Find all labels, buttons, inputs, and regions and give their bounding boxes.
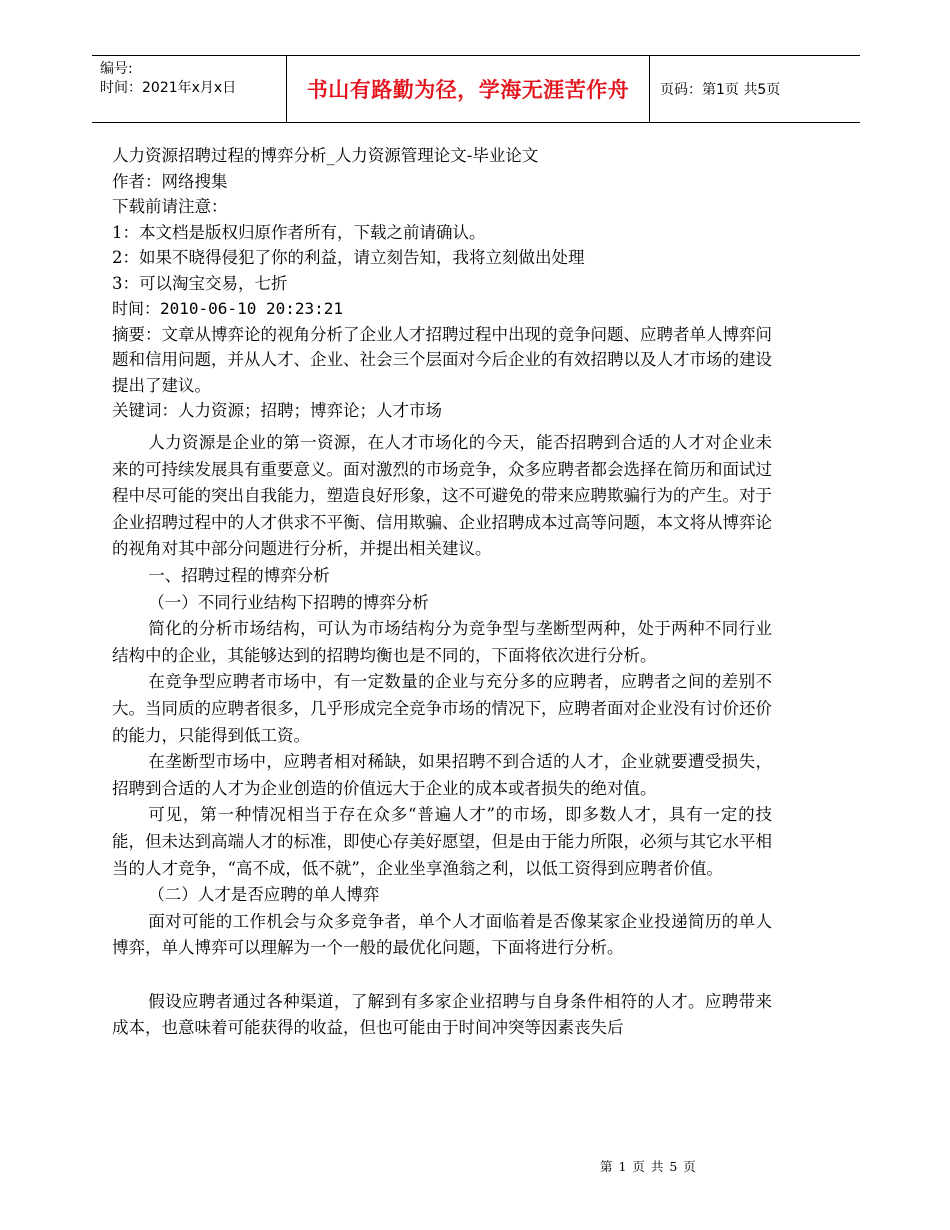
body-paragraph: 面对可能的工作机会与众多竞争者，单个人才面临着是否像某家企业投递简历的单人博弈，单人博弈可以理解为一个一般的最优化问题，下面将进行分析。	[112, 911, 772, 958]
subsection-heading-1: （一）不同行业结构下招聘的博弈分析	[148, 592, 429, 612]
header-motto-cell	[286, 56, 650, 122]
body-paragraph: 可见，第一种情况相当于存在众多“普遍人才”的市场，即多数人才，具有一定的技能，但未达到高端人才的标准，即使心存美好愿望，但是由于能力所限，必须与其它水平相当的人才竞争，“高不成，低不就”，企业坐享渔翁之利，以低工资得到应聘者价值。	[112, 805, 772, 878]
paragraph-gap	[112, 962, 772, 989]
document-number-label: 编号:	[100, 61, 133, 77]
abstract: 摘要：文章从博弈论的视角分析了企业人才招聘过程中出现的竞争问题、应聘者单人博弈问题和信用问题，并从人才、企业、社会三个层面对今后企业的有效招聘以及人才市场的建设提出了建议。	[112, 324, 772, 395]
download-notice-1: 1：本文档是版权归原作者所有，下载之前请确认。	[112, 222, 486, 242]
download-notice-heading: 下载前请注意：	[112, 197, 228, 216]
body-paragraph: 在垄断型市场中，应聘者相对稀缺，如果招聘不到合适的人才，企业就要遭受损失，招聘到合适的人才为企业创造的价值远大于企业的成本或者损失的绝对值。	[112, 752, 772, 798]
section-heading-1: 一、招聘过程的博弈分析	[148, 565, 330, 585]
header-page-info: 页码：第1页 共5页	[660, 82, 781, 98]
download-notice-3: 3：可以淘宝交易，七折	[112, 273, 288, 293]
intro-paragraph: 人力资源是企业的第一资源，在人才市场化的今天，能否招聘到合适的人才对企业未来的可持续发展具有重要意义。面对激烈的市场竞争，众多应聘者都会选择在简历和面试过程中尽可能的突出自我能力，塑造良好形象，这不可避免的带来应聘欺骗行为的产生。对于企业招聘过程中的人才供求不平衡、信用欺骗、企业招聘成本过高等问题，本文将从博弈论的视角对其中部分问题进行分析，并提出相关建议。	[112, 433, 772, 559]
header-page-cell	[650, 56, 860, 122]
document-title: 人力资源招聘过程的博弈分析_人力资源管理论文-毕业论文	[112, 146, 539, 165]
subsection-heading-2: （二）人才是否应聘的单人博弈	[148, 885, 380, 905]
keywords: 关键词：人力资源；招聘；博弈论；人才市场	[112, 401, 442, 420]
body-paragraph: 简化的分析市场结构，可认为市场结构分为竞争型与垄断型两种，处于两种不同行业结构中的企业，其能够达到的招聘均衡也是不同的，下面将依次进行分析。	[112, 619, 772, 665]
header-motto: 书山有路勤为径，学海无涯苦作舟	[306, 78, 630, 102]
publish-time: 时间：2010-06-10 20:23:21	[112, 299, 344, 318]
header-left-cell	[92, 56, 286, 122]
document-author: 作者：网络搜集	[112, 171, 228, 191]
document-body	[112, 430, 772, 1042]
page-footer: 第 1 页 共 5 页	[600, 1159, 697, 1174]
body-paragraph: 在竞争型应聘者市场中，有一定数量的企业与充分多的应聘者，应聘者之间的差别不大。当同质的应聘者很多，几乎形成完全竞争市场的情况下，应聘者面对企业没有讨价还价的能力，只能得到低工资。	[112, 672, 772, 745]
body-paragraph: 假设应聘者通过各种渠道，了解到有多家企业招聘与自身条件相符的人才。应聘带来成本，也意味着可能获得的收益，但也可能由于时间冲突等因素丧失后	[112, 991, 772, 1038]
document-meta	[112, 143, 772, 424]
document-time-label: 时间：2021年x月x日	[100, 80, 237, 96]
download-notice-2: 2：如果不晓得侵犯了你的利益，请立刻告知，我将立刻做出处理	[112, 248, 585, 267]
page-header	[92, 55, 860, 123]
